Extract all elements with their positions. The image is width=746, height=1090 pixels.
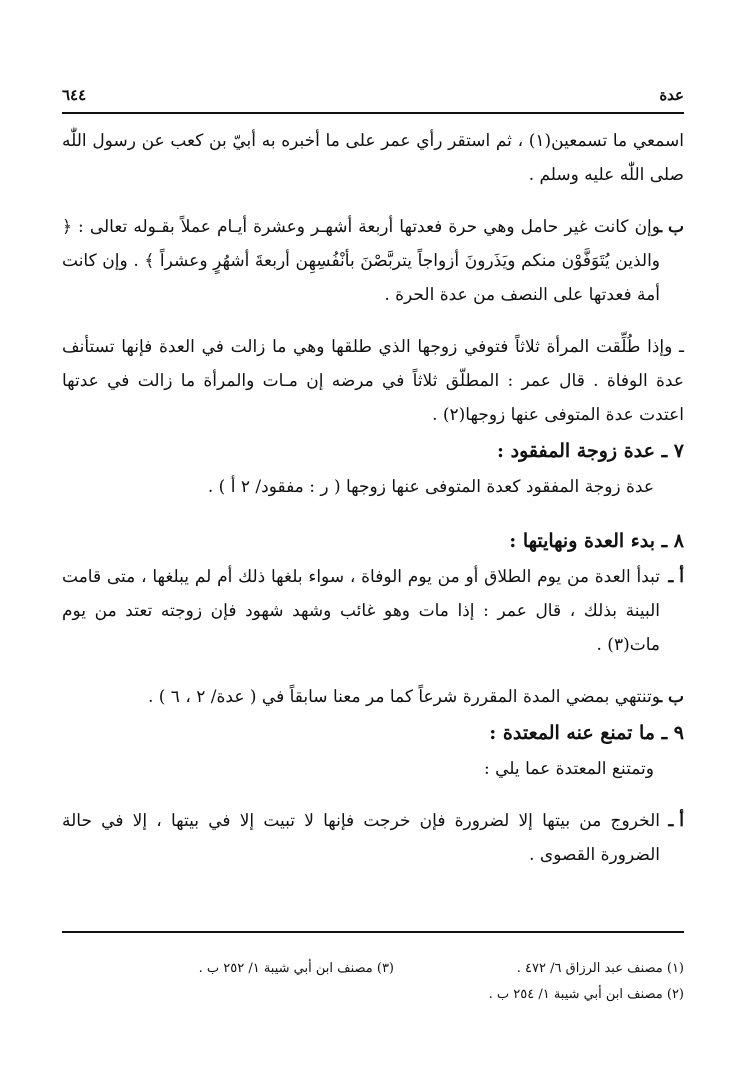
page-number: ٦٤٤ <box>62 86 87 104</box>
section-heading-9: ٩ ـ ما تمنع عنه المعتدة : <box>489 722 684 744</box>
footnote-1: (١) مصنف عبد الرزاق ٦/ ٤٧٢ . <box>516 961 684 976</box>
item-marker: ب ـ <box>657 687 684 707</box>
item-text: وإن كانت غير حامل وهي حرة فعدتها أربعة أشهـر وعشرة أيـام عملاً بقـوله تعالى : ﴿ والذين يُتَوَفَّوْن منكم ويَذَرونَ أزواجاً يتربَّصْنَ بأنْفُسِهِن أربعةَ أشهُرٍ وعشراً ﴾ . وإن كانت أمة فعدتها على النصف من عدة الحرة . <box>62 217 660 305</box>
item-a-leaving-home <box>62 804 684 872</box>
header-rule <box>62 112 684 114</box>
item-a-start <box>62 560 684 662</box>
spacer <box>62 312 684 330</box>
footnotes <box>62 956 684 1008</box>
item-marker: أ ـ <box>668 811 684 831</box>
item-text: تبدأ العدة من يوم الطلاق أو من يوم الوفاة ، سواء بلغها ذلك أم لم يبلغها ، متى قامت البينة بذلك ، قال عمر : إذا مات وهو غائب وشهد شهود فإن زوجته تعتد من يوم مات(٣) . <box>62 567 660 655</box>
footnote-row <box>62 956 684 982</box>
item-b-end <box>62 680 684 714</box>
running-header <box>62 86 684 110</box>
page-body <box>62 124 684 872</box>
footnote-row <box>62 982 684 1008</box>
item-marker: ب ـ <box>657 217 684 237</box>
item-text: الخروج من بيتها إلا لضرورة فإن خرجت فإنها لا تبيت إلا في بيتها ، إلا في حالة الضرورة القصوى . <box>62 811 660 865</box>
paragraph-missing-husband: عدة زوجة المفقود كعدة المتوفى عنها زوجها ( ر : مفقود/ ٢ أ ) . <box>207 477 654 497</box>
paragraph-triple-divorce: ـ وإذا طُلِّقت المرأة ثلاثاً فتوفي زوجها الذي طلقها وهي ما زالت في العدة فإنها تستأنف عدة الوفاة . قال عمر : المطلّق ثلاثاً في مرضه إن مـات والمرأة ما زالت في عدتها اعتدت عدة المتوفى عنها زوجها(٢) . <box>62 337 684 425</box>
spacer <box>62 662 684 680</box>
spacer <box>62 504 684 522</box>
spacer <box>62 786 684 804</box>
spacer <box>62 192 684 210</box>
footnote-2: (٢) مصنف ابن أبي شيبة ١/ ٢٥٤ ب . <box>488 987 684 1002</box>
section-heading-8: ٨ ـ بدء العدة ونهايتها : <box>509 530 684 552</box>
item-b-non-pregnant <box>62 210 684 312</box>
header-title: عدة <box>659 86 684 104</box>
footnote-rule <box>62 931 684 933</box>
item-text: وتنتهي بمضي المدة المقررة شرعاً كما مر معنا سابقاً في ( عدة/ ٢ ، ٦ ) . <box>147 687 660 707</box>
section-heading-7: ٧ ـ عدة زوجة المفقود : <box>497 440 684 462</box>
paragraph-continuation: اسمعي ما تسمعين(١) ، ثم استقر رأي عمر على ما أخبره به أبيّ بن كعب عن رسول اللّٰه صلى اللّٰه عليه وسلم . <box>62 131 684 185</box>
footnote-3: (٣) مصنف ابن أبي شيبة ١/ ٢٥٢ ب . <box>198 961 394 976</box>
paragraph-restrictions-intro: وتمتنع المعتدة عما يلي : <box>484 759 654 779</box>
item-marker: أ ـ <box>668 567 684 587</box>
